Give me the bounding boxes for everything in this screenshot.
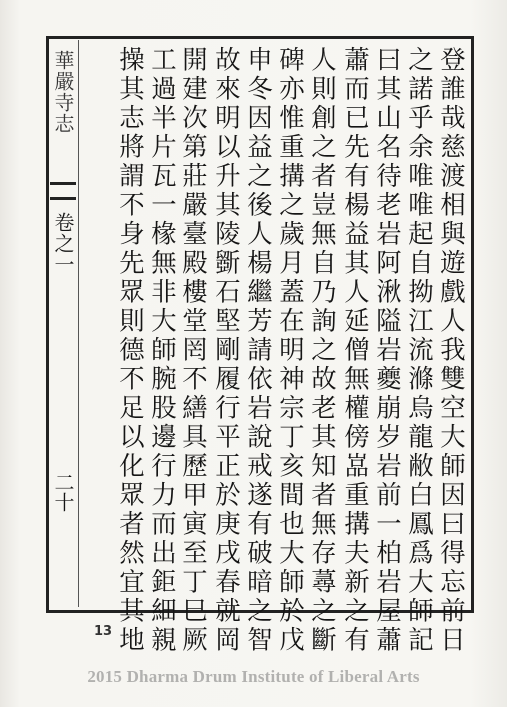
text-column: 開建次第莊嚴臺殿樓堂罔不繕具歷甲寅至丁巳厥 <box>179 46 209 655</box>
volume-label: 卷之一 <box>51 212 75 275</box>
leaf-number: 二十 <box>51 472 75 512</box>
page-number: 13 <box>94 624 113 639</box>
text-column: 申冬因益之後人楊繼芳請依岩說戒遂有破暗之智 <box>244 46 274 655</box>
copyright-watermark: 2015 Dharma Drum Institute of Liberal Arts <box>87 667 420 686</box>
text-column: 之諾乎余唯唯起自拗江流滌烏龍敝白鳳爲大師記 <box>405 46 435 655</box>
text-column: 曰其山名待老岩阿湫隘岩夔崩岁岩前一柏岩屋蕭 <box>373 46 403 655</box>
text-column: 登誰哉慈渡相與遊戲人我雙空大師因曰得忘前日 <box>437 46 467 655</box>
margin-strip <box>46 36 78 613</box>
text-column: 碑亦惟重搆之歲月蓋在明神宗丁亥間也大師於戊 <box>276 46 306 655</box>
book-title: 華嚴寺志 <box>51 50 75 134</box>
text-column: 操其志將謂不身先眾則德不足以化眾者然宜其地 <box>116 46 146 655</box>
text-column: 蕭而已先有楊益其人延僧無權傍嵓重搆夫新之有 <box>341 46 371 655</box>
column-rule <box>78 40 79 607</box>
text-column: 人則創之者豈無自乃詢之故老其知者無存蕁之斷 <box>308 46 338 655</box>
text-column: 工過半片瓦一椽無非大師腕股邊行力而出鉅細親 <box>148 46 178 655</box>
fish-tail-mark <box>50 182 76 200</box>
text-column: 故來明以升其陵斵石堅剛履行平正於庚戌春就岡 <box>212 46 242 655</box>
